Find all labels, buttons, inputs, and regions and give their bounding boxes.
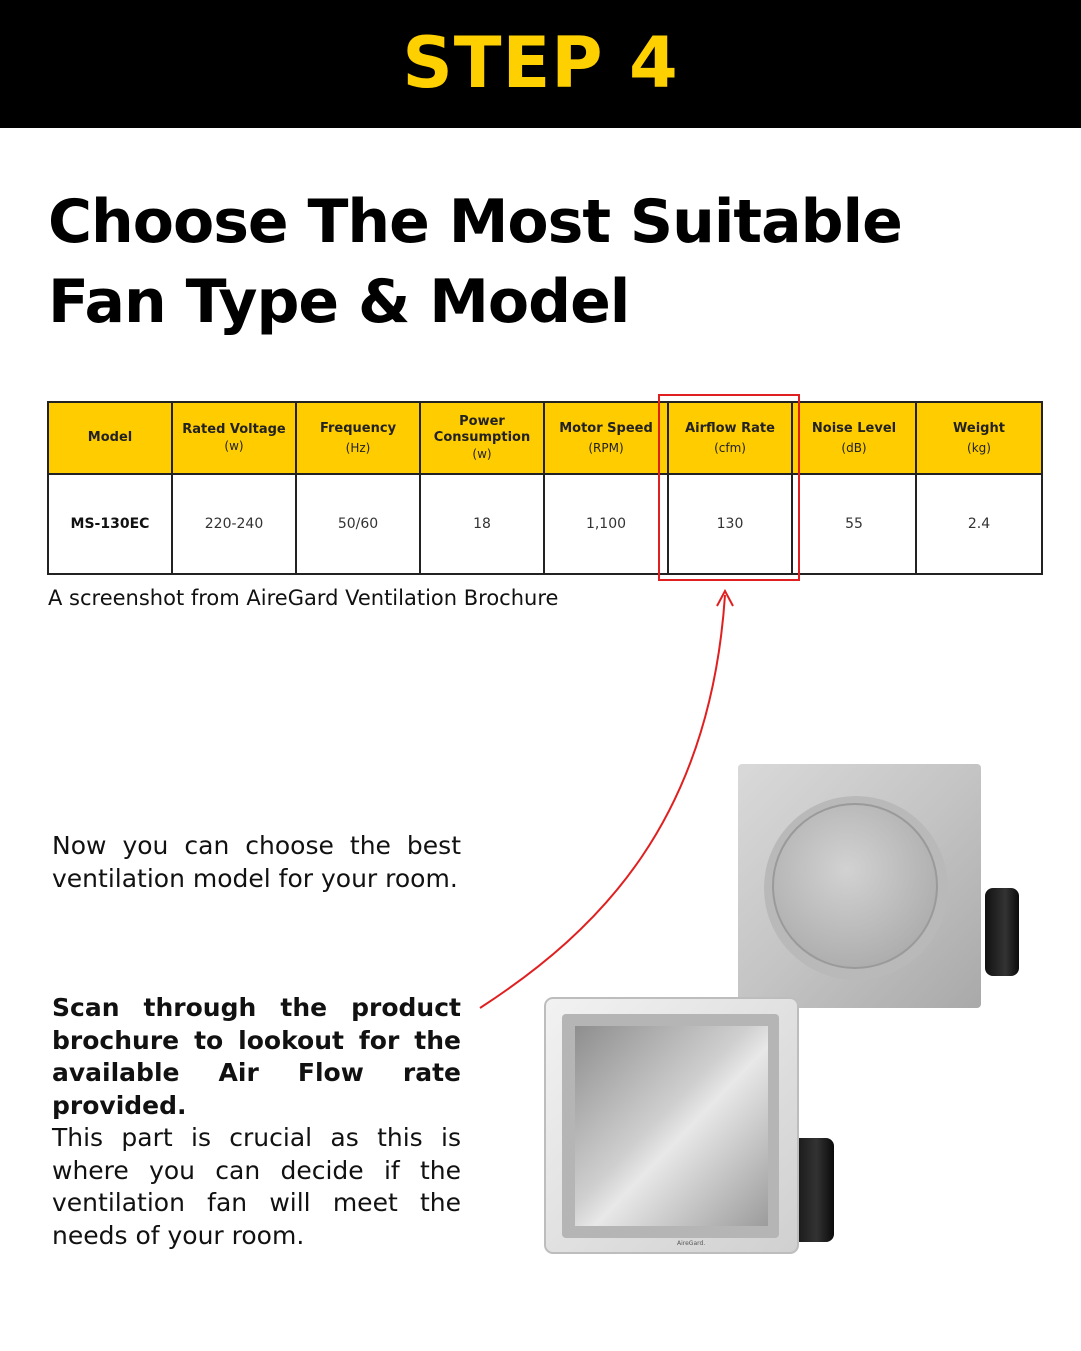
header-frequency: Frequency (Hz) bbox=[296, 402, 420, 474]
headline-line-2: Fan Type & Model bbox=[48, 267, 630, 337]
cell-rated-voltage: 220-240 bbox=[172, 474, 296, 574]
header-power-consumption: Power Consumption (w) bbox=[420, 402, 544, 474]
cell-airflow-rate: 130 bbox=[668, 474, 792, 574]
instruction-bold-text: Scan through the product brochure to lookout for the available Air Flow rate provided. bbox=[52, 993, 461, 1120]
brand-logo: AireGard. bbox=[677, 1240, 706, 1247]
instruction-paragraph bbox=[52, 992, 461, 1252]
header-airflow-rate: Airflow Rate (cfm) bbox=[668, 402, 792, 474]
cell-frequency: 50/60 bbox=[296, 474, 420, 574]
header-motor-speed: Motor Speed (RPM) bbox=[544, 402, 668, 474]
cell-model: MS-130EC bbox=[48, 474, 172, 574]
instruction-normal-text: This part is crucial as this is where you can decide if the ventilation fan will meet the needs of your room. bbox=[52, 1123, 461, 1250]
header-weight: Weight (kg) bbox=[916, 402, 1042, 474]
header-noise-level: Noise Level (dB) bbox=[792, 402, 916, 474]
header-model: Model bbox=[48, 402, 172, 474]
header-rated-voltage: Rated Voltage (w) bbox=[172, 402, 296, 474]
step-title: STEP 4 bbox=[402, 22, 679, 104]
headline-line-1: Choose The Most Suitable bbox=[48, 187, 902, 257]
intro-paragraph: Now you can choose the best ventilation model for your room. bbox=[52, 831, 461, 893]
brochure-caption: A screenshot from AireGard Ventilation Brochure bbox=[48, 586, 559, 610]
cell-weight: 2.4 bbox=[916, 474, 1042, 574]
cell-motor-speed: 1,100 bbox=[544, 474, 668, 574]
cell-power-consumption: 18 bbox=[420, 474, 544, 574]
cell-noise-level: 55 bbox=[792, 474, 916, 574]
